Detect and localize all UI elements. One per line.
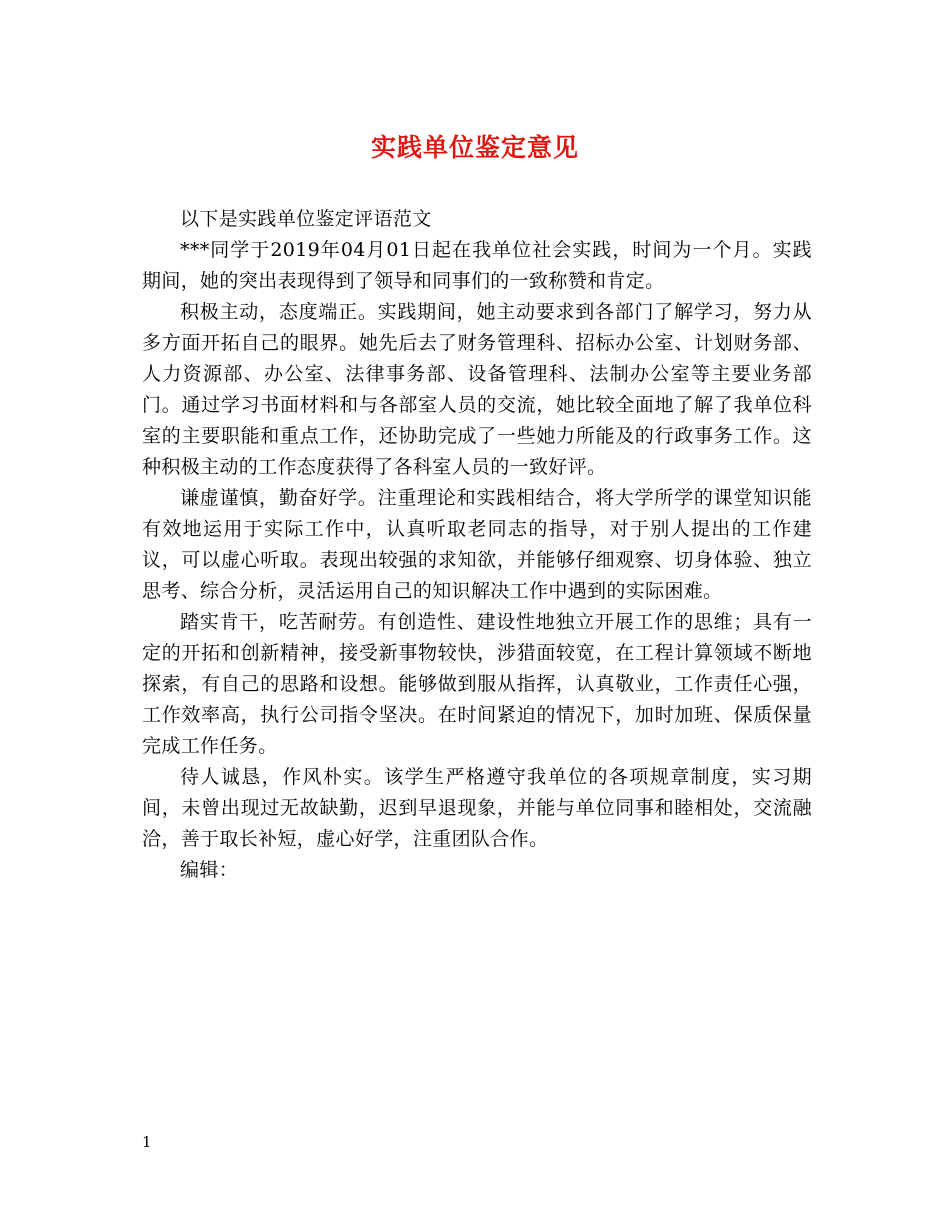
hardworking-paragraph: 踏实肯干，吃苦耐劳。有创造性、建设性地独立开展工作的思维；具有一定的开拓和创新精神，接受新事物较快，涉猎面较宽，在工程计算领域不断地探索，有自己的思路和设想。能够做到服从指挥，认真敬业，工作责任心强，工作效率高，执行公司指令坚决。在时间紧迫的情况下，加时加班、保质保量完成工作任务。 <box>142 611 812 757</box>
overview-paragraph: ***同学于2019年04月01日起在我单位社会实践，时间为一个月。实践期间，她的突出表现得到了领导和同事们的一致称赞和肯定。 <box>142 239 812 292</box>
page-number: 1 <box>142 1133 152 1151</box>
initiative-paragraph: 积极主动，态度端正。实践期间，她主动要求到各部门了解学习，努力从多方面开拓自己的眼界。她先后去了财务管理科、招标办公室、计划财务部、人力资源部、办公室、法律事务部、设备管理科、法制办公室等主要业务部门。通过学习书面材料和与各部室人员的交流，她比较全面地了解了我单位科室的主要职能和重点工作，还协助完成了一些她力所能及的行政事务工作。这种积极主动的工作态度获得了各科室人员的一致好评。 <box>142 301 812 478</box>
diligence-paragraph: 谦虚谨慎，勤奋好学。注重理论和实践相结合，将大学所学的课堂知识能有效地运用于实际工作中，认真听取老同志的指导，对于别人提出的工作建议，可以虚心听取。表现出较强的求知欲，并能够仔细观察、切身体验、独立思考、综合分析，灵活运用自己的知识解决工作中遇到的实际困难。 <box>142 487 812 602</box>
conduct-paragraph: 待人诚恳，作风朴实。该学生严格遵守我单位的各项规章制度，实习期间，未曾出现过无故缺勤，迟到早退现象，并能与单位同事和睦相处，交流融洽，善于取长补短，虚心好学，注重团队合作。 <box>142 766 812 850</box>
document-body <box>142 204 812 886</box>
intro-paragraph: 以下是实践单位鉴定评语范文 <box>180 208 432 230</box>
document-title: 实践单位鉴定意见 <box>370 133 579 162</box>
editor-paragraph: 编辑： <box>180 859 239 881</box>
